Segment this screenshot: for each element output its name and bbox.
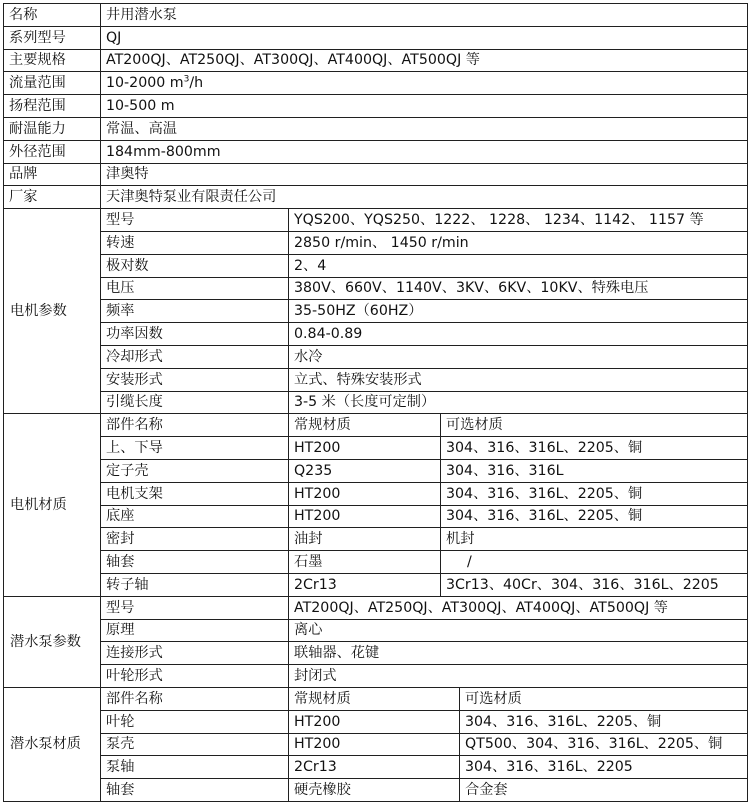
- part-name: 电机支架: [101, 482, 289, 505]
- param-value: 35-50HZ（60HZ）: [289, 300, 748, 323]
- param-value: 立式、特殊安装形式: [289, 368, 748, 391]
- table-row: [4, 72, 748, 95]
- row-value: 常温、高温: [101, 117, 748, 140]
- table-row: [4, 779, 748, 802]
- table-row: [4, 505, 748, 528]
- group-label-pump-materials: 潜水泵材质: [4, 687, 101, 801]
- param-name: 冷却形式: [101, 345, 289, 368]
- table-row: [4, 277, 748, 300]
- standard-material: 2Cr13: [289, 573, 441, 596]
- part-name: 轴套: [101, 551, 289, 574]
- param-value: YQS200、YQS250、1222、 1228、 1234、1142、 1157 等: [289, 209, 748, 232]
- table-row: [4, 619, 748, 642]
- table-row: [4, 687, 748, 710]
- table-row: [4, 459, 748, 482]
- part-name: 泵壳: [101, 733, 289, 756]
- standard-material: 石墨: [289, 551, 441, 574]
- optional-material: 合金套: [460, 779, 748, 802]
- table-row: [4, 300, 748, 323]
- table-row: [4, 482, 748, 505]
- param-name: 电压: [101, 277, 289, 300]
- table-row: [4, 756, 748, 779]
- param-name: 叶轮形式: [101, 665, 289, 688]
- optional-material: 304、316、316L、2205、铜: [441, 437, 748, 460]
- optional-material: /: [441, 551, 748, 574]
- table-row: [4, 437, 748, 460]
- standard-material: HT200: [289, 482, 441, 505]
- flow-range-number: 10-2000 m: [106, 75, 184, 92]
- row-value: 184mm-800mm: [101, 140, 748, 163]
- group-label-pump-params: 潜水泵参数: [4, 596, 101, 687]
- param-name: 频率: [101, 300, 289, 323]
- table-row: [4, 209, 748, 232]
- part-name: 部件名称: [101, 687, 289, 710]
- part-name: 密封: [101, 528, 289, 551]
- param-value: AT200QJ、AT250QJ、AT300QJ、AT400QJ、AT500QJ 等: [289, 596, 748, 619]
- table-row: [4, 528, 748, 551]
- param-value: 离心: [289, 619, 748, 642]
- param-name: 型号: [101, 209, 289, 232]
- row-label: 外径范围: [4, 140, 101, 163]
- flow-range-exponent: 3: [183, 74, 190, 85]
- group-label-motor-materials: 电机材质: [4, 414, 101, 596]
- group-label-motor-params: 电机参数: [4, 209, 101, 414]
- optional-material: 机封: [441, 528, 748, 551]
- row-label: 厂家: [4, 186, 101, 209]
- param-name: 转速: [101, 231, 289, 254]
- part-name: 上、下导: [101, 437, 289, 460]
- row-value: 天津奥特泵业有限责任公司: [101, 186, 748, 209]
- row-value: AT200QJ、AT250QJ、AT300QJ、AT400QJ、AT500QJ 等: [101, 49, 748, 72]
- table-row: [4, 231, 748, 254]
- table-row: [4, 186, 748, 209]
- table-row: [4, 345, 748, 368]
- table-row: [4, 596, 748, 619]
- optional-material: 304、316、316L、2205、铜: [460, 710, 748, 733]
- optional-material: 304、316、316L、2205、铜: [441, 505, 748, 528]
- param-value: 3-5 米（长度可定制）: [289, 391, 748, 414]
- table-row: [4, 710, 748, 733]
- param-value: 0.84-0.89: [289, 323, 748, 346]
- table-row: [4, 254, 748, 277]
- table-row: [4, 414, 748, 437]
- flow-range-unit: /h: [189, 75, 204, 92]
- optional-material: 3Cr13、40Cr、304、316、316L、2205: [441, 573, 748, 596]
- param-name: 功率因数: [101, 323, 289, 346]
- row-label: 品牌: [4, 163, 101, 186]
- standard-material: 硬壳橡胶: [289, 779, 460, 802]
- param-value: 联轴器、花键: [289, 642, 748, 665]
- standard-material: 常规材质: [289, 687, 460, 710]
- table-row: [4, 551, 748, 574]
- table-row: [4, 665, 748, 688]
- table-row: [4, 368, 748, 391]
- param-name: 连接形式: [101, 642, 289, 665]
- param-name: 安装形式: [101, 368, 289, 391]
- table-row: [4, 117, 748, 140]
- param-name: 原理: [101, 619, 289, 642]
- optional-material: 304、316、316L、2205、铜: [441, 482, 748, 505]
- param-name: 极对数: [101, 254, 289, 277]
- row-value: QJ: [101, 26, 748, 49]
- optional-material: 304、316、316L、2205: [460, 756, 748, 779]
- param-value: 水冷: [289, 345, 748, 368]
- row-value: 津奥特: [101, 163, 748, 186]
- row-value: [101, 72, 748, 95]
- table-row: [4, 49, 748, 72]
- table-row: [4, 140, 748, 163]
- part-name: 轴套: [101, 779, 289, 802]
- row-label: 主要规格: [4, 49, 101, 72]
- standard-material: Q235: [289, 459, 441, 482]
- optional-material: 可选材质: [441, 414, 748, 437]
- optional-material: 304、316、316L: [441, 459, 748, 482]
- table-row: [4, 733, 748, 756]
- param-value: 380V、660V、1140V、3KV、6KV、10KV、特殊电压: [289, 277, 748, 300]
- part-name: 部件名称: [101, 414, 289, 437]
- optional-material: 可选材质: [460, 687, 748, 710]
- standard-material: 2Cr13: [289, 756, 460, 779]
- part-name: 定子壳: [101, 459, 289, 482]
- standard-material: HT200: [289, 710, 460, 733]
- table-row: [4, 573, 748, 596]
- spec-table: [3, 3, 748, 802]
- param-value: 2、4: [289, 254, 748, 277]
- standard-material: HT200: [289, 505, 441, 528]
- param-name: 型号: [101, 596, 289, 619]
- param-name: 引缆长度: [101, 391, 289, 414]
- row-label: 流量范围: [4, 72, 101, 95]
- table-row: [4, 95, 748, 118]
- table-row: [4, 163, 748, 186]
- row-value: 10-500 m: [101, 95, 748, 118]
- standard-material: 常规材质: [289, 414, 441, 437]
- table-row: [4, 323, 748, 346]
- standard-material: HT200: [289, 437, 441, 460]
- part-name: 叶轮: [101, 710, 289, 733]
- row-label: 名称: [4, 4, 101, 27]
- table-row: [4, 391, 748, 414]
- param-value: 封闭式: [289, 665, 748, 688]
- part-name: 泵轴: [101, 756, 289, 779]
- table-row: [4, 4, 748, 27]
- standard-material: HT200: [289, 733, 460, 756]
- row-label: 系列型号: [4, 26, 101, 49]
- part-name: 底座: [101, 505, 289, 528]
- row-label: 扬程范围: [4, 95, 101, 118]
- table-row: [4, 26, 748, 49]
- param-value: 2850 r/min、 1450 r/min: [289, 231, 748, 254]
- optional-material: QT500、304、316、316L、2205、铜: [460, 733, 748, 756]
- row-label: 耐温能力: [4, 117, 101, 140]
- row-value: 井用潜水泵: [101, 4, 748, 27]
- table-row: [4, 642, 748, 665]
- part-name: 转子轴: [101, 573, 289, 596]
- standard-material: 油封: [289, 528, 441, 551]
